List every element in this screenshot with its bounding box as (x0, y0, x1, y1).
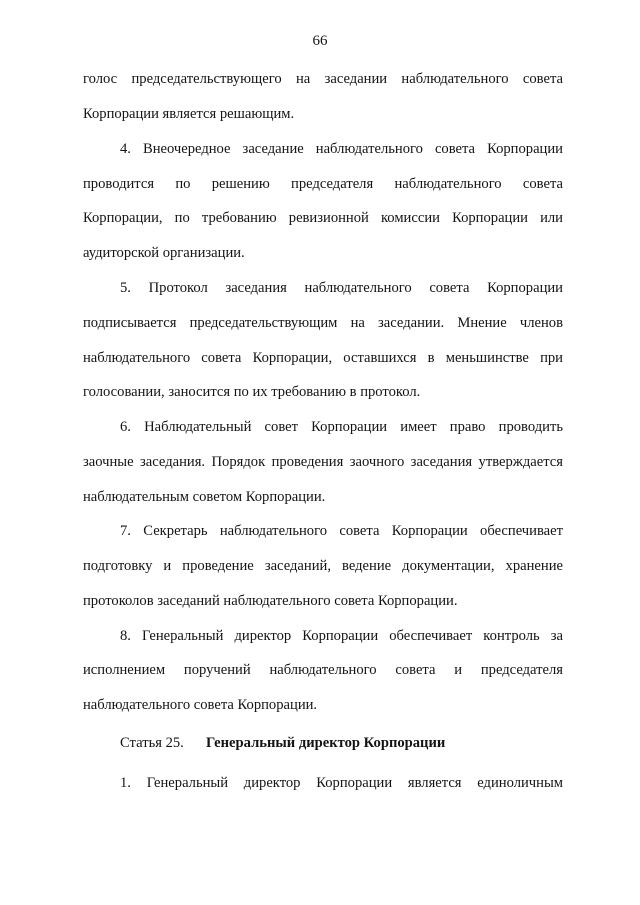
article-number: Статья 25. (120, 735, 184, 751)
paragraph-line: наблюдательного совета Корпорации, оставшихся в меньшинстве при (83, 350, 563, 366)
paragraph-line: проводится по решению председателя наблюдательного совета (83, 176, 563, 192)
paragraph-line: исполнением поручений наблюдательного совета и председателя (83, 662, 563, 678)
paragraph-line: 4. Внеочередное заседание наблюдательного совета Корпорации (120, 141, 563, 157)
paragraph-line: наблюдательным советом Корпорации. (83, 489, 326, 505)
paragraph-line: 8. Генеральный директор Корпорации обеспечивает контроль за (120, 628, 563, 644)
paragraph-line: аудиторской организации. (83, 245, 245, 261)
paragraph-line: Корпорации, по требованию ревизионной комиссии Корпорации или (83, 210, 563, 226)
paragraph-line: Корпорации является решающим. (83, 106, 295, 122)
paragraph-line: подписывается председательствующим на заседании. Мнение членов (83, 315, 563, 331)
article-heading (120, 735, 445, 752)
paragraph-line: заочные заседания. Порядок проведения заочного заседания утверждается (83, 454, 563, 470)
paragraph-line: 5. Протокол заседания наблюдательного совета Корпорации (120, 280, 563, 296)
paragraph-line: голос председательствующего на заседании наблюдательного совета (83, 71, 563, 87)
paragraph-line: 6. Наблюдательный совет Корпорации имеет право проводить (120, 419, 563, 435)
paragraph-line: голосовании, заносится по их требованию в протокол. (83, 384, 421, 400)
paragraph-line: наблюдательного совета Корпорации. (83, 697, 318, 713)
article-title: Генеральный директор Корпорации (206, 735, 446, 751)
paragraph-line: протоколов заседаний наблюдательного совета Корпорации. (83, 593, 458, 609)
paragraph-line: подготовку и проведение заседаний, ведение документации, хранение (83, 558, 563, 574)
page-number: 66 (312, 33, 328, 49)
paragraph-line: 1. Генеральный директор Корпорации является единоличным (120, 775, 563, 791)
paragraph-line: 7. Секретарь наблюдательного совета Корпорации обеспечивает (120, 523, 563, 539)
